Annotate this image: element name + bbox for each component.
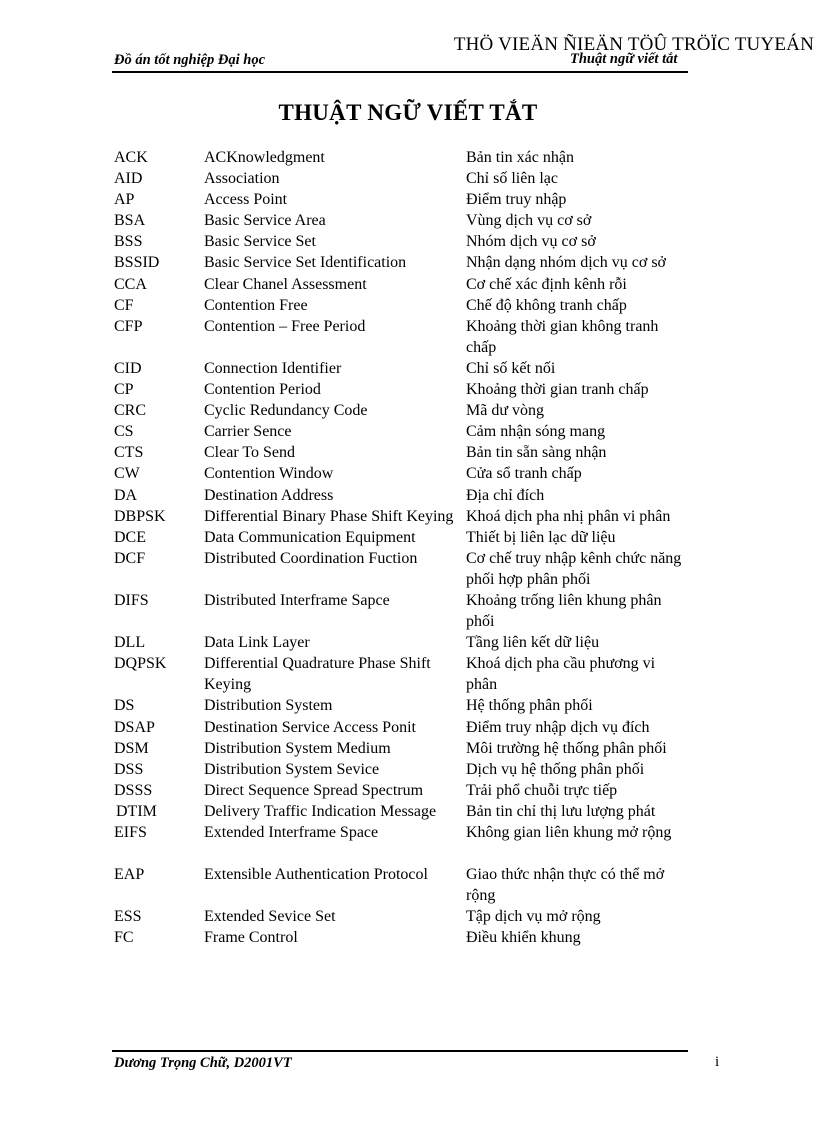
abbreviation-cell: FC: [114, 929, 134, 947]
vietnamese-term-cell: Thiết bị liên lạc dữ liệu: [466, 528, 616, 546]
vietnamese-term-cell: Cơ chế xác định kênh rỗi: [466, 275, 627, 293]
abbreviation-cell: DCE: [114, 528, 146, 546]
vietnamese-term-cell: Trải phổ chuỗi trực tiếp: [466, 781, 618, 799]
abbreviation-cell: CW: [114, 465, 140, 483]
english-term-cell: Extended Sevice Set: [204, 908, 336, 926]
vietnamese-term-cell: Cửa sổ tranh chấp: [466, 465, 582, 483]
abbreviation-cell: ACK: [114, 149, 148, 166]
vietnamese-term-cell: Khoá dịch pha cầu phương vi phân: [466, 655, 656, 694]
abbreviation-cell: CCA: [114, 275, 147, 293]
vietnamese-term-cell: Nhận dạng nhóm dịch vụ cơ sở: [466, 254, 666, 272]
table-row: [114, 864, 714, 906]
vietnamese-term-cell: Bản tin xác nhận: [466, 149, 574, 166]
abbreviation-cell: EIFS: [114, 824, 147, 841]
vietnamese-term-cell: Chỉ số liên lạc: [466, 170, 558, 188]
table-row: [114, 632, 714, 653]
vietnamese-term-cell: Cơ chế truy nhập kênh chức năng phối hợp phân phối: [466, 549, 682, 588]
vietnamese-term-cell: Bản tin sẵn sàng nhận: [466, 444, 607, 462]
abbreviation-cell: DA: [114, 486, 138, 504]
table-row: [114, 548, 714, 590]
vietnamese-term-cell: Giao thức nhận thực có thể mở rộng: [466, 866, 665, 905]
abbreviation-cell: DIFS: [114, 591, 149, 609]
english-term-cell: Extended Interframe Space: [204, 824, 379, 841]
abbreviation-cell: ESS: [114, 908, 142, 926]
abbreviation-cell: DS: [114, 697, 135, 715]
english-term-cell: Delivery Traffic Indication Message: [204, 802, 437, 820]
english-term-cell: Frame Control: [204, 929, 298, 947]
vietnamese-term-cell: Khoảng thời gian tranh chấp: [466, 381, 649, 399]
vietnamese-term-cell: Khoảng trống liên khung phân phối: [466, 591, 662, 631]
english-term-cell: Contention Window: [204, 465, 334, 483]
table-row: [114, 189, 714, 210]
table-row: [114, 231, 714, 252]
abbreviation-cell: CF: [114, 296, 134, 314]
table-row: [114, 379, 714, 400]
english-term-cell: Distribution System Medium: [204, 739, 391, 757]
table-row: [114, 210, 714, 231]
abbreviation-cell: CRC: [114, 402, 147, 420]
header-rule: [112, 71, 688, 73]
abbreviation-table: [114, 147, 714, 948]
english-term-cell: Clear Chanel Assessment: [204, 275, 367, 293]
vietnamese-term-cell: Vùng dịch vụ cơ sở: [466, 212, 592, 230]
english-term-cell: Destination Service Access Ponit: [204, 718, 416, 736]
abbreviation-cell: DSM: [114, 739, 149, 757]
abbreviation-cell: AID: [114, 170, 143, 188]
english-term-cell: Data Communication Equipment: [204, 528, 416, 546]
table-row: [114, 295, 714, 316]
page-title: THUẬT NGỮ VIẾT TẮT: [278, 100, 538, 125]
english-term-cell: Contention – Free Period: [204, 317, 366, 335]
abbreviation-cell: BSSID: [114, 254, 160, 272]
english-term-cell: Extensible Authentication Protocol: [204, 866, 428, 884]
abbreviation-cell: DTIM: [116, 802, 157, 820]
table-row: [114, 927, 714, 948]
vietnamese-term-cell: Dịch vụ hệ thống phân phối: [466, 760, 645, 778]
english-term-cell: Contention Free: [204, 296, 308, 314]
abbreviation-cell: CTS: [114, 444, 144, 462]
table-row: [114, 759, 714, 780]
header-document-title: Đồ án tốt nghiệp Đại học: [114, 52, 266, 68]
vietnamese-term-cell: Điểm truy nhập dịch vụ đích: [466, 718, 650, 736]
abbreviation-cell: DCF: [114, 549, 146, 567]
vietnamese-term-cell: Bản tin chỉ thị lưu lượng phát: [466, 802, 656, 820]
vietnamese-term-cell: Cảm nhận sóng mang: [466, 423, 606, 441]
english-term-cell: Distributed Interframe Sapce: [204, 591, 390, 609]
english-term-cell: Destination Address: [204, 486, 334, 504]
vietnamese-term-cell: Khoá dịch pha nhị phân vi phân: [466, 507, 671, 525]
table-row: [114, 906, 714, 927]
abbreviation-cell: CID: [114, 359, 142, 377]
table-row: [114, 252, 714, 273]
english-term-cell: ACKnowledgment: [204, 149, 325, 166]
english-term-cell: Carrier Sence: [204, 423, 292, 441]
vietnamese-term-cell: Địa chỉ đích: [466, 486, 545, 504]
vietnamese-term-cell: Điểm truy nhập: [466, 191, 567, 209]
english-term-cell: Connection Identifier: [204, 359, 342, 377]
vietnamese-term-cell: Tầng liên kết dữ liệu: [466, 634, 600, 652]
abbreviation-cell: DBPSK: [114, 507, 166, 525]
watermark-text: THÖ VIEÄN ÑIEÄN TÖÛ TRÖÏC TUYEÁN: [453, 34, 814, 55]
english-term-cell: Distributed Coordination Fuction: [204, 549, 418, 567]
abbreviation-cell: DSSS: [114, 781, 153, 799]
table-row: [114, 442, 714, 463]
english-term-cell: Association: [204, 170, 280, 188]
table-row: [114, 653, 714, 695]
table-row: [114, 801, 714, 822]
abbreviation-cell: DLL: [114, 634, 146, 652]
table-row: [114, 590, 714, 632]
abbreviation-cell: CS: [114, 423, 134, 441]
table-row: [114, 717, 714, 738]
table-row: [114, 358, 714, 379]
vietnamese-term-cell: Hệ thống phân phối: [466, 697, 593, 715]
vietnamese-term-cell: Tập dịch vụ mở rộng: [466, 908, 601, 926]
english-term-cell: Distribution System Sevice: [204, 760, 380, 778]
english-term-cell: Clear To Send: [204, 444, 296, 462]
vietnamese-term-cell: Điều khiển khung: [466, 929, 581, 947]
english-term-cell: Distribution System: [204, 697, 333, 715]
table-row: [114, 316, 714, 358]
table-row: [114, 527, 714, 548]
table-row: [114, 421, 714, 442]
table-row: [114, 695, 714, 716]
english-term-cell: Data Link Layer: [204, 634, 310, 652]
table-row: [114, 274, 714, 295]
vietnamese-term-cell: Nhóm dịch vụ cơ sở: [466, 233, 596, 251]
english-term-cell: Access Point: [204, 191, 288, 209]
abbreviation-cell: CP: [114, 381, 134, 399]
abbreviation-cell: EAP: [114, 866, 145, 884]
table-row: [114, 738, 714, 759]
english-term-cell: Direct Sequence Spread Spectrum: [204, 781, 424, 799]
abbreviation-cell: DSAP: [114, 718, 155, 736]
vietnamese-term-cell: Chỉ số kết nối: [466, 359, 556, 377]
english-term-cell: Contention Period: [204, 381, 321, 399]
abbreviation-cell: DQPSK: [114, 655, 167, 673]
abbreviation-cell: BSA: [114, 212, 146, 230]
footer-author: Dương Trọng Chữ, D2001VT: [114, 1055, 292, 1071]
table-row: [114, 506, 714, 527]
abbreviation-cell: BSS: [114, 233, 143, 251]
table-row: [114, 463, 714, 484]
english-term-cell: Differential Quadrature Phase Shift Keying: [204, 655, 431, 694]
english-term-cell: Basic Service Set: [204, 233, 316, 251]
header-section-title: Thuật ngữ viết tắt: [570, 51, 678, 67]
english-term-cell: Differential Binary Phase Shift Keying: [204, 507, 454, 525]
table-row: [114, 780, 714, 801]
footer-rule: [112, 1050, 688, 1052]
english-term-cell: Basic Service Set Identification: [204, 254, 407, 272]
vietnamese-term-cell: Môi trường hệ thống phân phối: [466, 739, 667, 757]
table-row: [114, 400, 714, 421]
abbreviation-cell: CFP: [114, 317, 143, 335]
vietnamese-term-cell: Khoảng thời gian không tranh chấp: [466, 317, 659, 356]
table-row: [114, 822, 714, 843]
page-number: i: [715, 1054, 720, 1070]
english-term-cell: Cyclic Redundancy Code: [204, 402, 368, 420]
table-row: [114, 485, 714, 506]
english-term-cell: Basic Service Area: [204, 212, 326, 230]
table-row: [114, 168, 714, 189]
table-row: [114, 147, 714, 168]
vietnamese-term-cell: Mã dư vòng: [466, 402, 544, 420]
abbreviation-cell: DSS: [114, 760, 144, 778]
abbreviation-cell: AP: [114, 191, 135, 209]
vietnamese-term-cell: Chế độ không tranh chấp: [466, 296, 627, 314]
vietnamese-term-cell: Không gian liên khung mở rộng: [466, 824, 672, 841]
